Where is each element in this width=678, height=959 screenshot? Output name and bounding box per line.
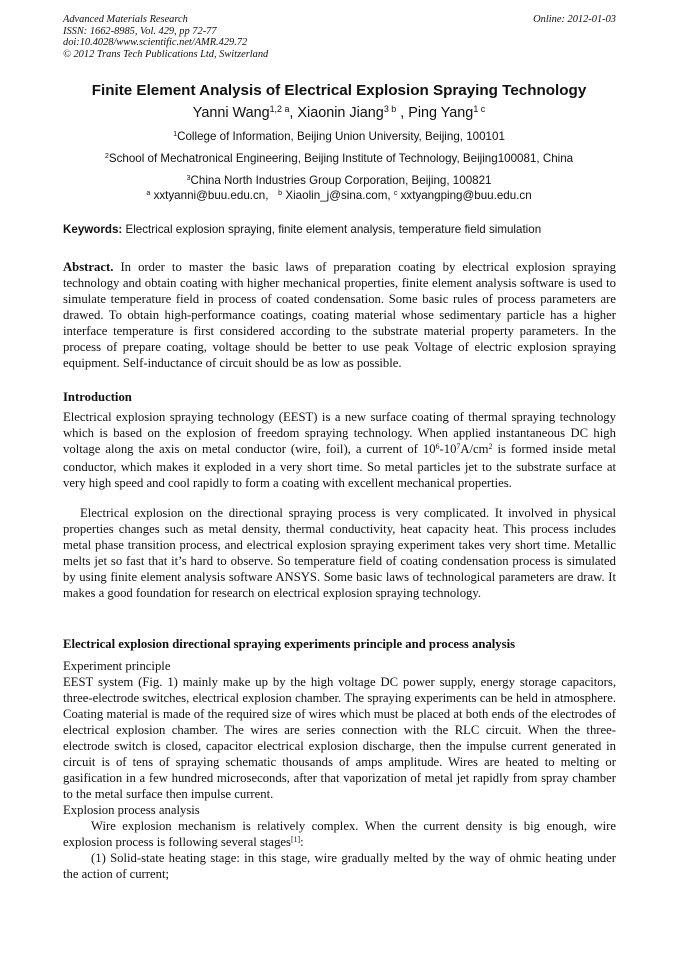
keywords-text: Electrical explosion spraying, finite element analysis, temperature field simulation — [122, 223, 542, 236]
copyright: © 2012 Trans Tech Publications Ltd, Switzerland — [63, 48, 269, 60]
subheading-explosion-process: Explosion process analysis — [63, 803, 200, 817]
exponent: 2 — [488, 441, 493, 451]
abstract — [63, 259, 616, 371]
intro-paragraph-1 — [63, 409, 616, 491]
email: xxtyangping@buu.edu.cn — [397, 189, 532, 202]
explosion-paragraph — [63, 818, 616, 852]
author-name: Xiaonin Jiang — [297, 105, 384, 121]
author-sup: 1,2 a — [269, 104, 290, 115]
issn: ISSN: 1662-8985, Vol. 429, pp 72-77 — [63, 25, 217, 37]
journal-name: Advanced Materials Research — [63, 14, 188, 25]
keywords-label: Keywords: — [63, 223, 123, 236]
section-heading-principle: Electrical explosion directional spraying experiments principle and process analysis — [63, 637, 516, 651]
email-line — [40, 188, 638, 205]
intro-text: Electrical explosion spraying technology (EEST) is a new surface coating of thermal spraying technology which is based on the explosion of freedom spraying technology. When applied instantaneous DC high voltage along the axis on metal conductor (wire, foil), a current of 10 — [63, 410, 616, 456]
stage-1-paragraph: (1) Solid-state heating stage: in this stage, wire gradually melted by the way of ohmic heating under the action of current; — [63, 851, 616, 881]
email-sup: b — [278, 188, 283, 198]
exponent: 7 — [456, 441, 461, 451]
exponent: 6 — [435, 441, 440, 451]
author-name: Ping Yang — [408, 105, 474, 121]
email: xxtyanni@buu.edu.cn, — [150, 189, 269, 202]
email-sup: a — [146, 188, 151, 198]
intro-text: is formed inside metal conductor, which makes it exploded in a very short time. So metal particles jet to the substrate surface at very high speed and cool rapidly to form a coating with excellent mechanical properties. — [63, 442, 616, 490]
explosion-text: Wire explosion mechanism is relatively complex. When the current density is big enough, wire explosion process is following several stages — [63, 819, 616, 849]
affiliation-text: College of Information, Beijing Union University, Beijing, 100101 — [177, 130, 505, 143]
doi: doi:10.4028/www.scientific.net/AMR.429.72 — [63, 37, 248, 49]
author-separator: , — [396, 105, 409, 121]
affiliation-sup: 1 — [173, 129, 178, 139]
principle-paragraph: EEST system (Fig. 1) mainly make up by the high voltage DC power supply, energy storage capacitors, three-electrode switches, electrical explosion chamber. The spraying experiments can be held in atmosphere. Coating material is made of the required size of wires which must be placed at both ends of the electrodes of electrical explosion chamber. The wires are series connection with the RLC circuit. When the three-electrode switch is closed, capacitor electrical explosion discharge, then the impulse current generated in circuit is of tens of spraying schematic thousands of amps amplitude. Wires are heated to melting or gasification in a few hundred microseconds, after that vaporization of metal jet rapidly from spray chamber to the metal surface then impulse current. — [63, 675, 616, 801]
abstract-text: In order to master the basic laws of preparation coating by electrical explosion spraying technology and obtain coating with higher mechanical properties, finite element analysis software is used to simulate temperature field in process of coated condensation. Some basic rules of process parameters are drawed. To obtain high-performance coatings, coating material whose sedimentary particle has a higher interface temperature is first considered according to the substrate material property parameters. In the process of prepare coating, voltage should be better to use peak Voltage of electric explosion spraying equipment. Self-inductance of circuit should be as low as possible. — [63, 260, 616, 370]
intro-paragraph-2: Electrical explosion on the directional spraying process is very complicated. It involved in physical properties changes such as metal density, thermal conductivity, heat capacity heat. This process includes metal phase transition process, and electrical explosion spraying experiment takes very short time. Metallic melts jet so fast that it’s hard to observe. So temperature field of coating condensation process is simulated by using finite element analysis software ANSYS. Some basic laws of technological parameters are draw. It makes a good foundation for research on electrical explosion spraying technology. — [63, 506, 616, 600]
affiliation-sup: 2 — [104, 151, 109, 161]
author-list — [40, 103, 638, 124]
journal-header — [63, 14, 616, 60]
paper-title: Finite Element Analysis of Electrical Explosion Spraying Technology — [91, 82, 587, 99]
abstract-label: Abstract. — [63, 260, 114, 274]
subheading-experiment-principle: Experiment principle — [63, 659, 171, 673]
keywords — [63, 222, 616, 238]
author-separator: , — [289, 105, 298, 121]
citation-ref: [1] — [290, 834, 301, 844]
intro-text: -10 — [439, 442, 457, 456]
section-heading-introduction: Introduction — [63, 390, 132, 404]
affiliation-2 — [40, 151, 638, 168]
email-sup: c — [393, 188, 398, 198]
author-sup: 1 c — [473, 104, 486, 115]
author-name: Yanni Wang — [192, 105, 270, 121]
affiliation-text: China North Industries Group Corporation, Beijing, 100821 — [190, 174, 492, 187]
online-date: Online: 2012-01-03 — [533, 14, 616, 25]
affiliation-text: School of Mechatronical Engineering, Beijing Institute of Technology, Beijing100081, China — [108, 152, 574, 165]
author-sup: 3 b — [383, 104, 397, 115]
explosion-text: : — [300, 835, 304, 849]
affiliation-sup: 3 — [186, 173, 191, 183]
intro-text: A/cm — [460, 442, 489, 456]
affiliation-1 — [40, 129, 638, 146]
email: Xiaolin_j@sina.com, — [282, 189, 391, 202]
